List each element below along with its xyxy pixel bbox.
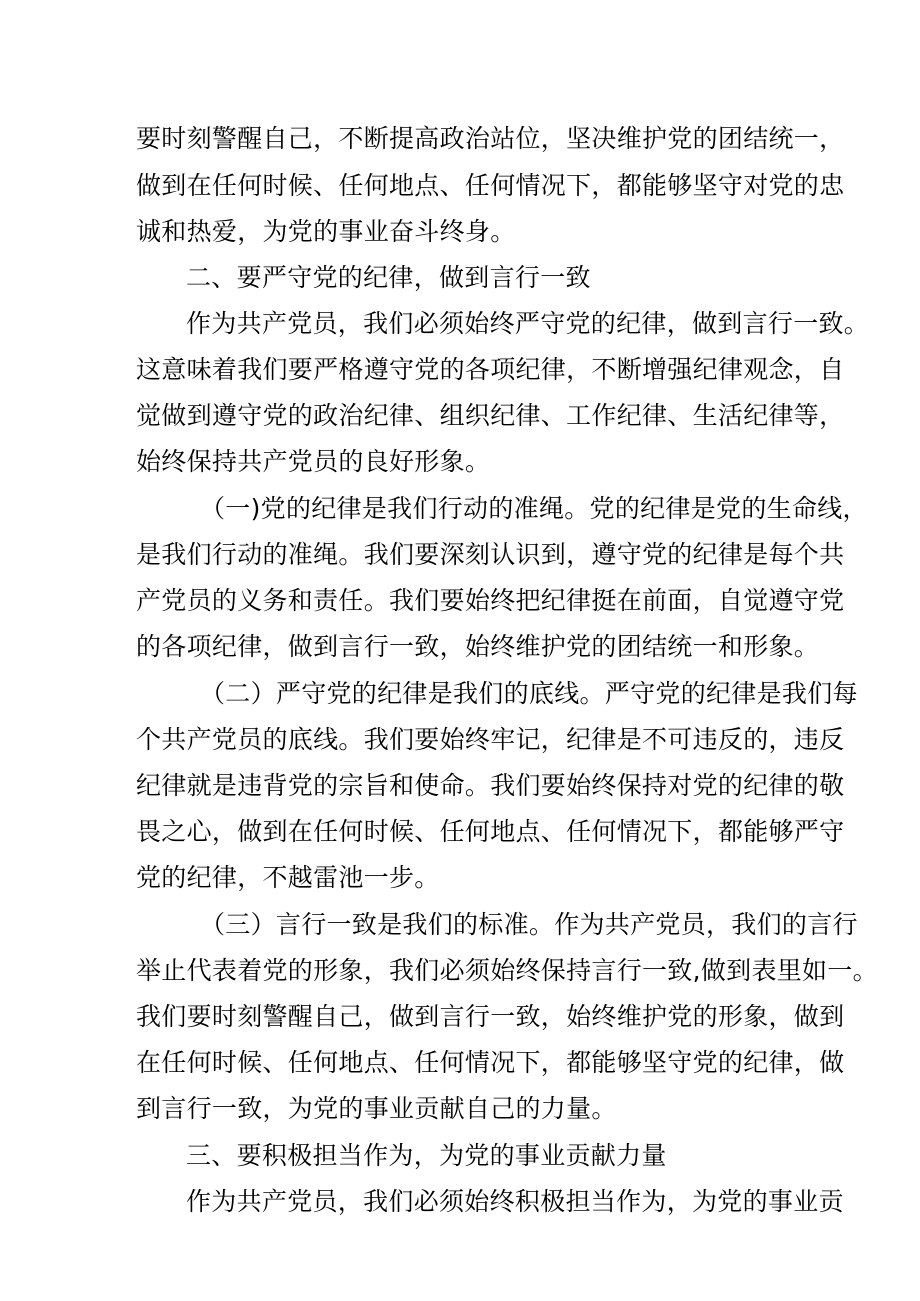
body-text-line: 始终保持共产党员的良好形象。 xyxy=(136,447,491,476)
body-text-line: 作为共产党员，我们必须始终积极担当作为，为党的事业贡 xyxy=(186,1187,844,1216)
body-text-line: 我们要时刻警醒自己，做到言行一致，始终维护党的形象，做到 xyxy=(136,1002,845,1031)
subsection-text-line: （二）严守党的纪律是我们的底线。严守党的纪律是我们每 xyxy=(200,679,858,708)
body-text-line: 畏之心，做到在任何时候、任何地点、任何情况下，都能够严守 xyxy=(136,817,845,846)
body-text-line: 这意味着我们要严格遵守党的各项纪律，不断增强纪律观念，自 xyxy=(136,355,845,384)
body-text-line: 个共产党员的底线。我们要始终牢记，纪律是不可违反的，违反 xyxy=(136,725,845,754)
body-text-line: 在任何时候、任何地点、任何情况下，都能够坚守党的纪律，做 xyxy=(136,1048,845,1077)
body-text-line: 要时刻警醒自己，不断提高政治站位，坚决维护党的团结统一， xyxy=(136,124,845,153)
body-text-line: 做到在任何时候、任何地点、任何情况下，都能够坚守对党的忠 xyxy=(136,171,845,200)
body-text-line: 的各项纪律，做到言行一致，始终维护党的团结统一和形象。 xyxy=(136,632,820,661)
body-text-line: 作为共产党员，我们必须始终严守党的纪律，做到言行一致。 xyxy=(186,309,870,338)
body-text-line: 纪律就是违背党的宗旨和使命。我们要始终保持对党的纪律的敬 xyxy=(136,771,845,800)
body-text-line: 产党员的义务和责任。我们要始终把纪律挺在前面，自觉遵守党 xyxy=(136,586,845,615)
body-text-line: 党的纪律，不越雷池一步。 xyxy=(136,863,440,892)
body-text-line: 觉做到遵守党的政治纪律、组织纪律、工作纪律、生活纪律等， xyxy=(136,401,845,430)
section-heading: 三、要积极担当作为，为党的事业贡献力量 xyxy=(186,1141,667,1170)
body-text-line: 是我们行动的准绳。我们要深刻认识到，遵守党的纪律是每个共 xyxy=(136,540,845,569)
body-text-line: 举止代表着党的形象，我们必须始终保持言行一致,做到表里如一。 xyxy=(136,956,878,985)
body-text-line: 到言行一致，为党的事业贡献自己的力量。 xyxy=(136,1094,617,1123)
subsection-text-line: （三）言行一致是我们的标准。作为共产党员，我们的言行 xyxy=(200,910,858,939)
section-heading: 二、要严守党的纪律，做到言行一致 xyxy=(186,263,591,292)
body-text-line: 诚和热爱，为党的事业奋斗终身。 xyxy=(136,217,516,246)
subsection-text-line: （一)党的纪律是我们行动的准绳。党的纪律是党的生命线， xyxy=(200,494,868,523)
